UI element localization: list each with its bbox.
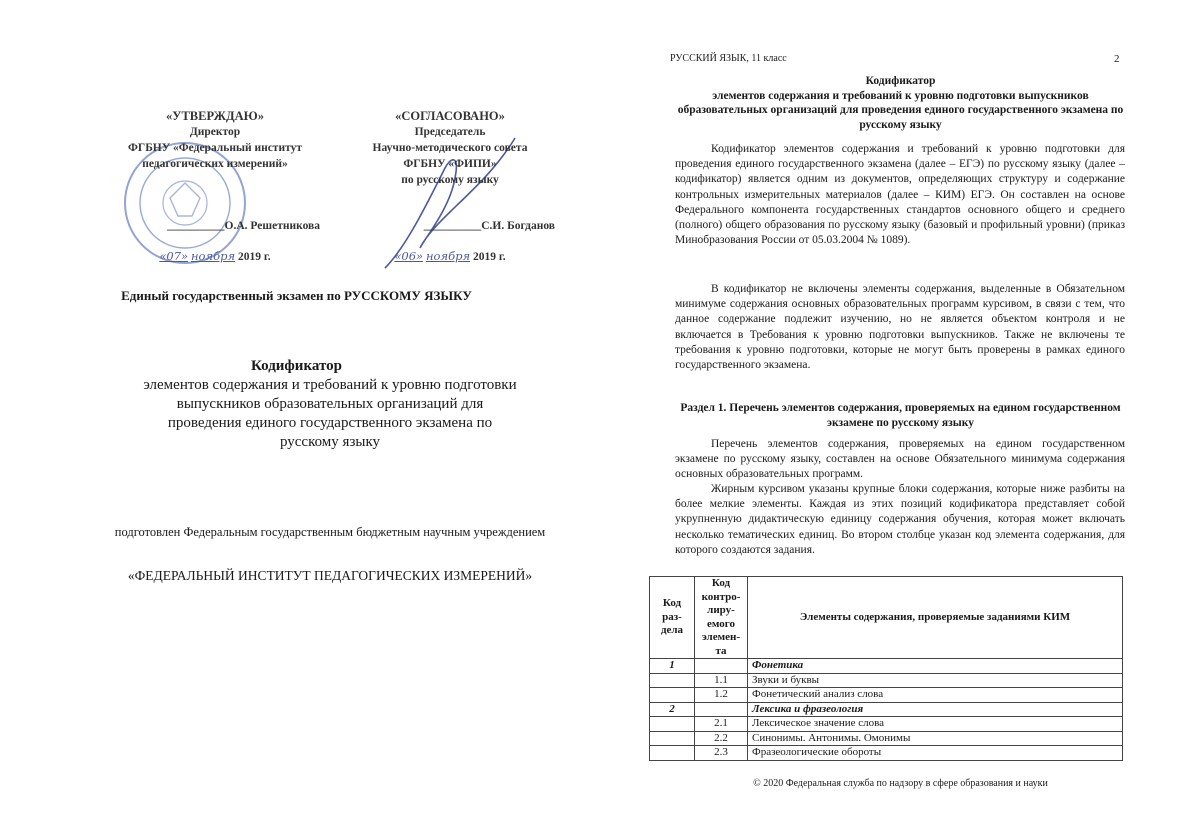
element-code-cell: 2.3 xyxy=(695,746,748,761)
element-code-cell xyxy=(695,659,748,674)
content-element-cell: Фонетический анализ слова xyxy=(748,688,1123,703)
codifier-heading: Кодификатор элементов содержания и требований к уровню подготовки выпускников образовательных организаций для проведения единого государственного экзамена по русскому языку xyxy=(677,75,1124,131)
table-header-row xyxy=(650,577,1123,659)
agree-organization: ФГБНУ «ФИПИ» xyxy=(403,158,497,170)
intro-paragraph: Кодификатор элементов содержания и требований к уровню подготовки для проведения единого государственного экзамена (далее – ЕГЭ) по русскому языку (далее – кодификатор) является одним из документов, определяющих структуру и содержание контрольных измерительных материалов (далее – КИМ) ЕГЭ. Он составлен на основе Федерального компонента государственных стандартов основного общего и среднего (полного) общего образования по русскому языку (базовый и профильный уровни) (приказ Минобразования России от 05.03.2004 № 1089). xyxy=(675,143,1125,247)
agree-subject: по русскому языку xyxy=(401,174,499,186)
running-head: РУССКИЙ ЯЗЫК, 11 класс xyxy=(670,53,787,64)
codifier-subtitle: элементов содержания и требований к уровню подготовки выпускников образовательных организаций для проведения единого государственного экзамена по русскому языку xyxy=(143,377,517,450)
agree-date: «06» ноября 2019 г. xyxy=(394,249,506,263)
approve-organization: ФГБНУ «Федеральный институт педагогических измерений» xyxy=(128,142,302,170)
approve-position: Директор xyxy=(189,126,241,138)
table-row xyxy=(650,659,1123,674)
copyright-footer: © 2020 Федеральная служба по надзору в сфере образования и науки xyxy=(753,778,1048,789)
agree-position: Председатель xyxy=(414,126,486,138)
header-element-code: Код контро-лиру-емого элемен-та xyxy=(695,577,748,659)
element-code-cell: 2.1 xyxy=(695,717,748,732)
institute-name: «ФЕДЕРАЛЬНЫЙ ИНСТИТУТ ПЕДАГОГИЧЕСКИХ ИЗМЕРЕНИЙ» xyxy=(127,568,533,583)
section-code-cell: 1 xyxy=(650,659,695,674)
approval-block xyxy=(110,108,555,273)
prepared-by: подготовлен Федеральным государственным бюджетным научным учреждением xyxy=(114,525,546,539)
content-element-cell: Лексическое значение слова xyxy=(748,717,1123,732)
agree-signatory: __________С.И. Богданов xyxy=(423,220,555,232)
section-code-cell: 2 xyxy=(650,702,695,717)
element-code-cell: 2.2 xyxy=(695,731,748,746)
content-page xyxy=(593,0,1186,838)
section-code-cell xyxy=(650,673,695,688)
agree-block xyxy=(345,108,555,263)
element-code-cell: 1.2 xyxy=(695,688,748,703)
content-element-cell: Фразеологические обороты xyxy=(748,746,1123,761)
content-block-cell: Фонетика xyxy=(748,659,1123,674)
table-row xyxy=(650,731,1123,746)
table-row xyxy=(650,673,1123,688)
section-code-cell xyxy=(650,746,695,761)
codifier-title: Кодификатор xyxy=(251,358,342,374)
approve-heading: «УТВЕРЖДАЮ» xyxy=(166,109,264,123)
element-code-cell xyxy=(695,702,748,717)
exclusion-paragraph: В кодификатор не включены элементы содержания, выделенные в Обязательном минимуме содержания основных образовательных программ курсивом, в связи с тем, что данное содержание подлежит изучению, но не является объектом контроля и не включается в Требования к уровню подготовки выпускников. Также не включены те требования к уровню подготовки, которые не могут быть проверены в рамках единого государственного экзамена. xyxy=(675,283,1125,372)
table-row xyxy=(650,702,1123,717)
section-heading: Раздел 1. Перечень элементов содержания, проверяемых на едином государственном экзамене по русскому языку xyxy=(680,402,1121,429)
agree-heading: «СОГЛАСОВАНО» xyxy=(395,109,505,123)
section-paragraph-2: Жирным курсивом указаны крупные блоки содержания, которые ниже разбиты на более мелкие элементы. Каждая из этих позиций кодификатора представляет собой укрупненную дидактическую единицу содержания обучения, которая может включать несколько тематических единиц. Во втором столбце указан код элемента содержания, для которого создаются задания. xyxy=(675,483,1125,556)
content-element-cell: Синонимы. Антонимы. Омонимы xyxy=(748,731,1123,746)
section-code-cell xyxy=(650,688,695,703)
exam-line: Единый государственный экзамен по РУССКОМУ ЯЗЫКУ xyxy=(121,288,472,303)
approve-block xyxy=(110,108,320,263)
section-code-cell xyxy=(650,717,695,732)
table-row xyxy=(650,717,1123,732)
content-block-cell: Лексика и фразеология xyxy=(748,702,1123,717)
table-row xyxy=(650,746,1123,761)
approve-signatory: __________О.А. Решетникова xyxy=(167,220,320,232)
agree-council: Научно-методического совета xyxy=(372,142,528,154)
content-element-cell: Звуки и буквы xyxy=(748,673,1123,688)
page-number: 2 xyxy=(1114,53,1120,65)
element-code-cell: 1.1 xyxy=(695,673,748,688)
approve-date: «07» ноября 2019 г. xyxy=(159,249,271,263)
codifier-table xyxy=(649,576,1123,761)
section-code-cell xyxy=(650,731,695,746)
section-paragraph-1: Перечень элементов содержания, проверяемых на едином государственном экзамене по русскому языку, составлен на основе Обязательного минимума содержания основных образовательных программ. xyxy=(675,438,1125,481)
header-section-code: Код раз-дела xyxy=(650,577,695,659)
table-row xyxy=(650,688,1123,703)
header-elements: Элементы содержания, проверяемые заданиями КИМ xyxy=(748,577,1123,659)
table-body xyxy=(650,659,1123,761)
